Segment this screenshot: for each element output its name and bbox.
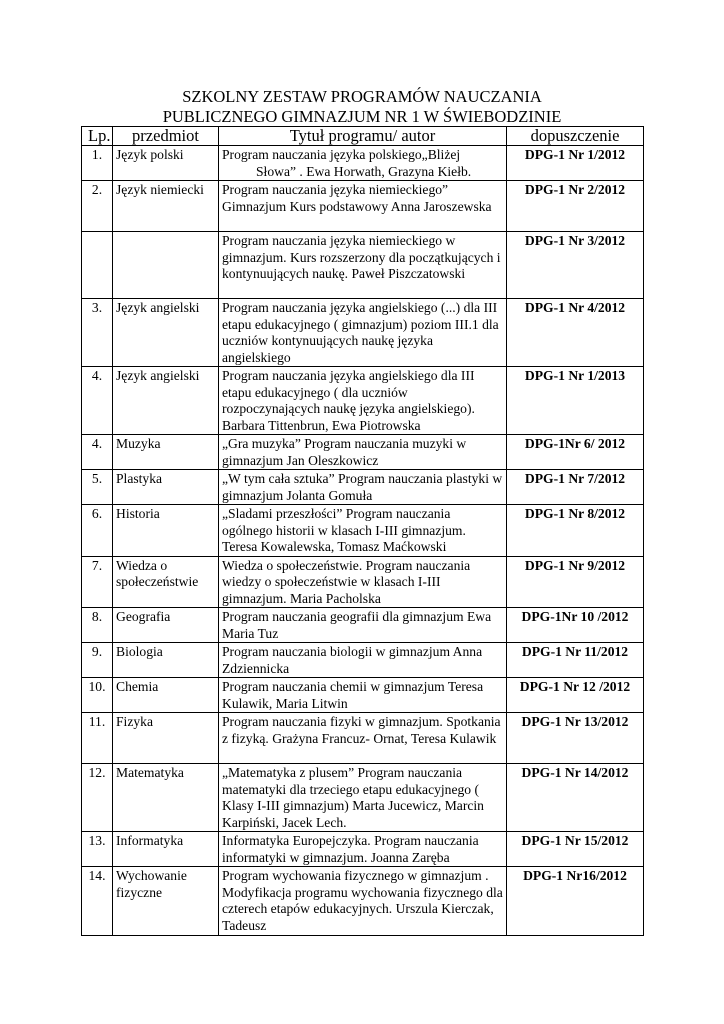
row-lp: 10. xyxy=(82,678,113,713)
row-permit: DPG-1 Nr 9/2012 xyxy=(507,556,644,608)
row-program-line-2: Słowa” . Ewa Horwath, Grazyna Kiełb. xyxy=(256,163,472,179)
row-program: Program nauczania języka angielskiego dla III etapu edukacyjnego ( dla uczniów rozpoczynających naukę języka angielskiego). Barbara Tittenbrun, Ewa Piotrowska xyxy=(219,367,507,435)
row-subject: Język niemiecki xyxy=(113,181,219,232)
table-row xyxy=(82,146,644,181)
row-permit: DPG-1Nr 10 /2012 xyxy=(507,608,644,643)
row-program: Program nauczania języka niemieckiego” Gimnazjum Kurs podstawowy Anna Jaroszewska xyxy=(219,181,507,232)
row-program: Program nauczania biologii w gimnazjum Anna Zdziennicka xyxy=(219,643,507,678)
row-permit: DPG-1 Nr 2/2012 xyxy=(507,181,644,232)
document-title-line-1: SZKOLNY ZESTAW PROGRAMÓW NAUCZANIA xyxy=(182,87,542,106)
row-lp: 13. xyxy=(82,832,113,867)
row-program: „Sladami przeszłości” Program nauczania ogólnego historii w klasach I-III gimnazjum. Teresa Kowalewska, Tomasz Maćkowski xyxy=(219,505,507,557)
row-lp: 2. xyxy=(82,181,113,232)
row-program: Wiedza o społeczeństwie. Program nauczania wiedzy o społeczeństwie w klasach I-III gimnazjum. Maria Pacholska xyxy=(219,556,507,608)
table-row xyxy=(82,832,644,867)
row-permit: DPG-1 Nr 13/2012 xyxy=(507,713,644,764)
row-subject: Język angielski xyxy=(113,299,219,367)
row-lp xyxy=(82,232,113,299)
table-row xyxy=(82,470,644,505)
row-program: Program nauczania języka niemieckiego w gimnazjum. Kurs rozszerzony dla początkujących i kontynuujących naukę. Paweł Piszczatowski xyxy=(219,232,507,299)
row-subject: Plastyka xyxy=(113,470,219,505)
table-row xyxy=(82,367,644,435)
row-program: Program nauczania fizyki w gimnazjum. Spotkania z fizyką. Grażyna Francuz- Ornat, Teresa Kulawik xyxy=(219,713,507,764)
row-subject: Matematyka xyxy=(113,764,219,832)
row-subject: Wiedza o społeczeństwie xyxy=(113,556,219,608)
header-permit: dopuszczenie xyxy=(507,127,644,146)
curriculum-table xyxy=(81,126,644,936)
row-lp: 9. xyxy=(82,643,113,678)
row-subject: Biologia xyxy=(113,643,219,678)
row-subject: Informatyka xyxy=(113,832,219,867)
table-row xyxy=(82,435,644,470)
row-permit: DPG-1 Nr 4/2012 xyxy=(507,299,644,367)
table-row xyxy=(82,232,644,299)
table-row xyxy=(82,678,644,713)
row-permit: DPG-1 Nr 1/2012 xyxy=(507,146,644,181)
row-lp: 1. xyxy=(82,146,113,181)
row-lp: 14. xyxy=(82,867,113,936)
row-permit: DPG-1 Nr 7/2012 xyxy=(507,470,644,505)
table-row xyxy=(82,181,644,232)
header-lp: Lp. xyxy=(82,127,113,146)
table-row xyxy=(82,643,644,678)
row-program: Program nauczania języka angielskiego (...) dla III etapu edukacyjnego ( gimnazjum) poziom III.1 dla uczniów kontynuujących naukę języka angielskiego xyxy=(219,299,507,367)
row-program: „Matematyka z plusem” Program nauczania matematyki dla trzeciego etapu edukacyjnego ( Klasy I-III gimnazjum) Marta Jucewicz, Marcin Karpiński, Jacek Lech. xyxy=(219,764,507,832)
row-lp: 5. xyxy=(82,470,113,505)
row-permit: DPG-1Nr 6/ 2012 xyxy=(507,435,644,470)
header-program: Tytuł programu/ autor xyxy=(219,127,507,146)
row-program: Program nauczania chemii w gimnazjum Teresa Kulawik, Maria Litwin xyxy=(219,678,507,713)
row-subject: Historia xyxy=(113,505,219,557)
row-program-line-1: Program nauczania języka polskiego„Bliżej xyxy=(222,147,461,162)
row-program: „W tym cała sztuka” Program nauczania plastyki w gimnazjum Jolanta Gomuła xyxy=(219,470,507,505)
row-subject: Język angielski xyxy=(113,367,219,435)
row-lp: 11. xyxy=(82,713,113,764)
table-row xyxy=(82,505,644,557)
row-program: Program nauczania geografii dla gimnazjum Ewa Maria Tuz xyxy=(219,608,507,643)
row-subject: Chemia xyxy=(113,678,219,713)
table-row xyxy=(82,867,644,936)
row-lp: 4. xyxy=(82,435,113,470)
row-permit: DPG-1 Nr 14/2012 xyxy=(507,764,644,832)
row-permit: DPG-1 Nr 12 /2012 xyxy=(507,678,644,713)
table-row xyxy=(82,764,644,832)
row-lp: 12. xyxy=(82,764,113,832)
table-row xyxy=(82,608,644,643)
row-permit: DPG-1 Nr 15/2012 xyxy=(507,832,644,867)
row-permit: DPG-1 Nr 11/2012 xyxy=(507,643,644,678)
row-permit: DPG-1 Nr 8/2012 xyxy=(507,505,644,557)
header-subject: przedmiot xyxy=(113,127,219,146)
row-subject: Muzyka xyxy=(113,435,219,470)
table-row xyxy=(82,713,644,764)
row-program: „Gra muzyka” Program nauczania muzyki w gimnazjum Jan Oleszkowicz xyxy=(219,435,507,470)
row-subject: Fizyka xyxy=(113,713,219,764)
row-lp: 4. xyxy=(82,367,113,435)
table-row xyxy=(82,299,644,367)
row-permit: DPG-1 Nr 1/2013 xyxy=(507,367,644,435)
row-lp: 8. xyxy=(82,608,113,643)
row-lp: 6. xyxy=(82,505,113,557)
row-program: Informatyka Europejczyka. Program nauczania informatyki w gimnazjum. Joanna Zaręba xyxy=(219,832,507,867)
row-permit: DPG-1 Nr 3/2012 xyxy=(507,232,644,299)
row-permit: DPG-1 Nr16/2012 xyxy=(507,867,644,936)
row-subject xyxy=(113,232,219,299)
row-lp: 3. xyxy=(82,299,113,367)
row-program: Program wychowania fizycznego w gimnazjum . Modyfikacja programu wychowania fizycznego dla czterech etapów edukacyjnych. Urszula Kierczak, Tadeusz xyxy=(219,867,507,936)
table-header-row xyxy=(82,127,644,146)
row-lp: 7. xyxy=(82,556,113,608)
row-program xyxy=(219,146,507,181)
document-title-line-2: PUBLICZNEGO GIMNAZJUM NR 1 W ŚWIEBODZINIE xyxy=(162,107,562,126)
row-subject: Geografia xyxy=(113,608,219,643)
row-subject: Język polski xyxy=(113,146,219,181)
row-subject: Wychowanie fizyczne xyxy=(113,867,219,936)
table-row xyxy=(82,556,644,608)
